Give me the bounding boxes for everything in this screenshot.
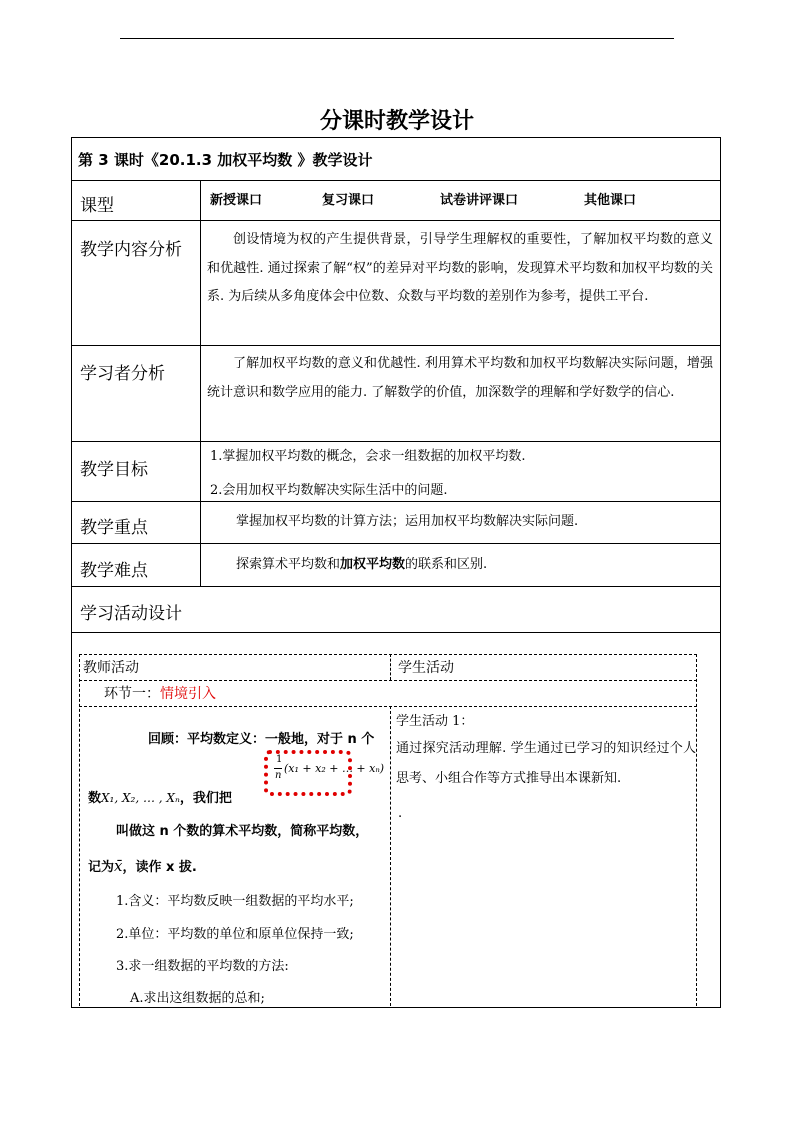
- row-divider: [71, 220, 721, 221]
- teacher-item: 3.求一组数据的平均数的方法:: [116, 959, 289, 974]
- header-rule: [120, 38, 674, 39]
- student-activity-title: 学生活动 1：: [396, 714, 474, 729]
- lesson-title: 第 3 课时《20.1.3 加权平均数 》教学设计: [78, 151, 373, 169]
- row-divider: [71, 441, 721, 442]
- activity-row-divider: [79, 680, 697, 681]
- formula-denominator: n: [275, 770, 282, 781]
- teacher-activity-header: 教师活动: [83, 660, 139, 676]
- formula-numerator: 1: [276, 754, 283, 765]
- activity-design-label: 学习活动设计: [80, 604, 182, 624]
- review-text: 回顾：平均数定义：一般地，对于 n 个: [148, 732, 375, 747]
- page-title: 分课时教学设计: [319, 109, 474, 134]
- teacher-item: 2.单位：平均数的单位和原单位保持一致;: [116, 927, 354, 942]
- row-divider: [71, 180, 721, 181]
- course-type-label: 课型: [80, 196, 114, 216]
- teaching-goals-label: 教学目标: [80, 460, 148, 480]
- student-activity-text: 通过探究活动理解. 学生通过已学习的知识经过个人思考、小组合作等方式推导出本课新知.: [396, 741, 696, 786]
- teacher-item: 1.含义：平均数反映一组数据的平均水平;: [116, 894, 354, 909]
- difficult-points-text: 探索算术平均数和加权平均数的联系和区别.: [236, 557, 488, 572]
- activity-column-divider: [390, 654, 391, 680]
- learner-analysis-text: 了解加权平均数的意义和优越性. 利用算术平均数和加权平均数解决实际问题，增强统计意识和数学应用的能力. 了解数学的价值，加深数学的理解和学好数学的信心.: [207, 356, 713, 400]
- fraction-bar: [274, 768, 282, 769]
- activity-column-divider: [390, 706, 391, 1006]
- row-divider: [71, 501, 721, 502]
- course-type-review[interactable]: 复习课口: [322, 193, 375, 208]
- teaching-goal-item: 1.掌握加权平均数的概念，会求一组数据的加权平均数.: [210, 449, 526, 464]
- key-points-label: 教学重点: [80, 518, 148, 538]
- learner-analysis-label: 学习者分析: [80, 364, 165, 384]
- course-type-exam[interactable]: 试卷讲评课口: [440, 193, 519, 208]
- teaching-goal-item: 2.会用加权平均数解决实际生活中的问题.: [210, 483, 448, 498]
- course-type-new[interactable]: 新授课口: [210, 193, 263, 208]
- course-type-other[interactable]: 其他课口: [584, 193, 637, 208]
- row-divider: [71, 632, 721, 633]
- denote-text: 记为x̄，读作 x 拔.: [88, 857, 197, 875]
- student-activity-header: 学生活动: [398, 660, 454, 676]
- formula-body: (x₁ + x₂ + … + xₙ): [284, 762, 385, 775]
- called-text: 叫做这 n 个数的算术平均数，简称平均数，: [116, 824, 369, 839]
- row-divider: [71, 543, 721, 544]
- row-divider: [71, 586, 721, 587]
- student-activity-dot: .: [398, 806, 403, 821]
- content-analysis-label: 教学内容分析: [80, 240, 182, 260]
- column-divider: [200, 180, 201, 586]
- activity-row-divider: [79, 706, 697, 707]
- content-analysis-text: 创设情境为权的产生提供背景，引导学生理解权的重要性，了解加权平均数的意义和优越性. 通过探索了解“权”的差异对平均数的影响，发现算术平均数和加权平均数的关系. 为后续从多角度体会中位数、众数与平均数的差别作为参考，提供工平台.: [207, 232, 713, 304]
- section-heading: 环节一：情境引入: [104, 686, 216, 702]
- teacher-item: A.求出这组数据的总和;: [130, 991, 265, 1006]
- key-points-text: 掌握加权平均数的计算方法；运用加权平均数解决实际问题.: [236, 514, 579, 529]
- row-divider: [71, 345, 721, 346]
- difficult-points-label: 教学难点: [80, 561, 148, 581]
- series-line: 数X₁, X₂, … , Xₙ，我们把: [88, 791, 232, 806]
